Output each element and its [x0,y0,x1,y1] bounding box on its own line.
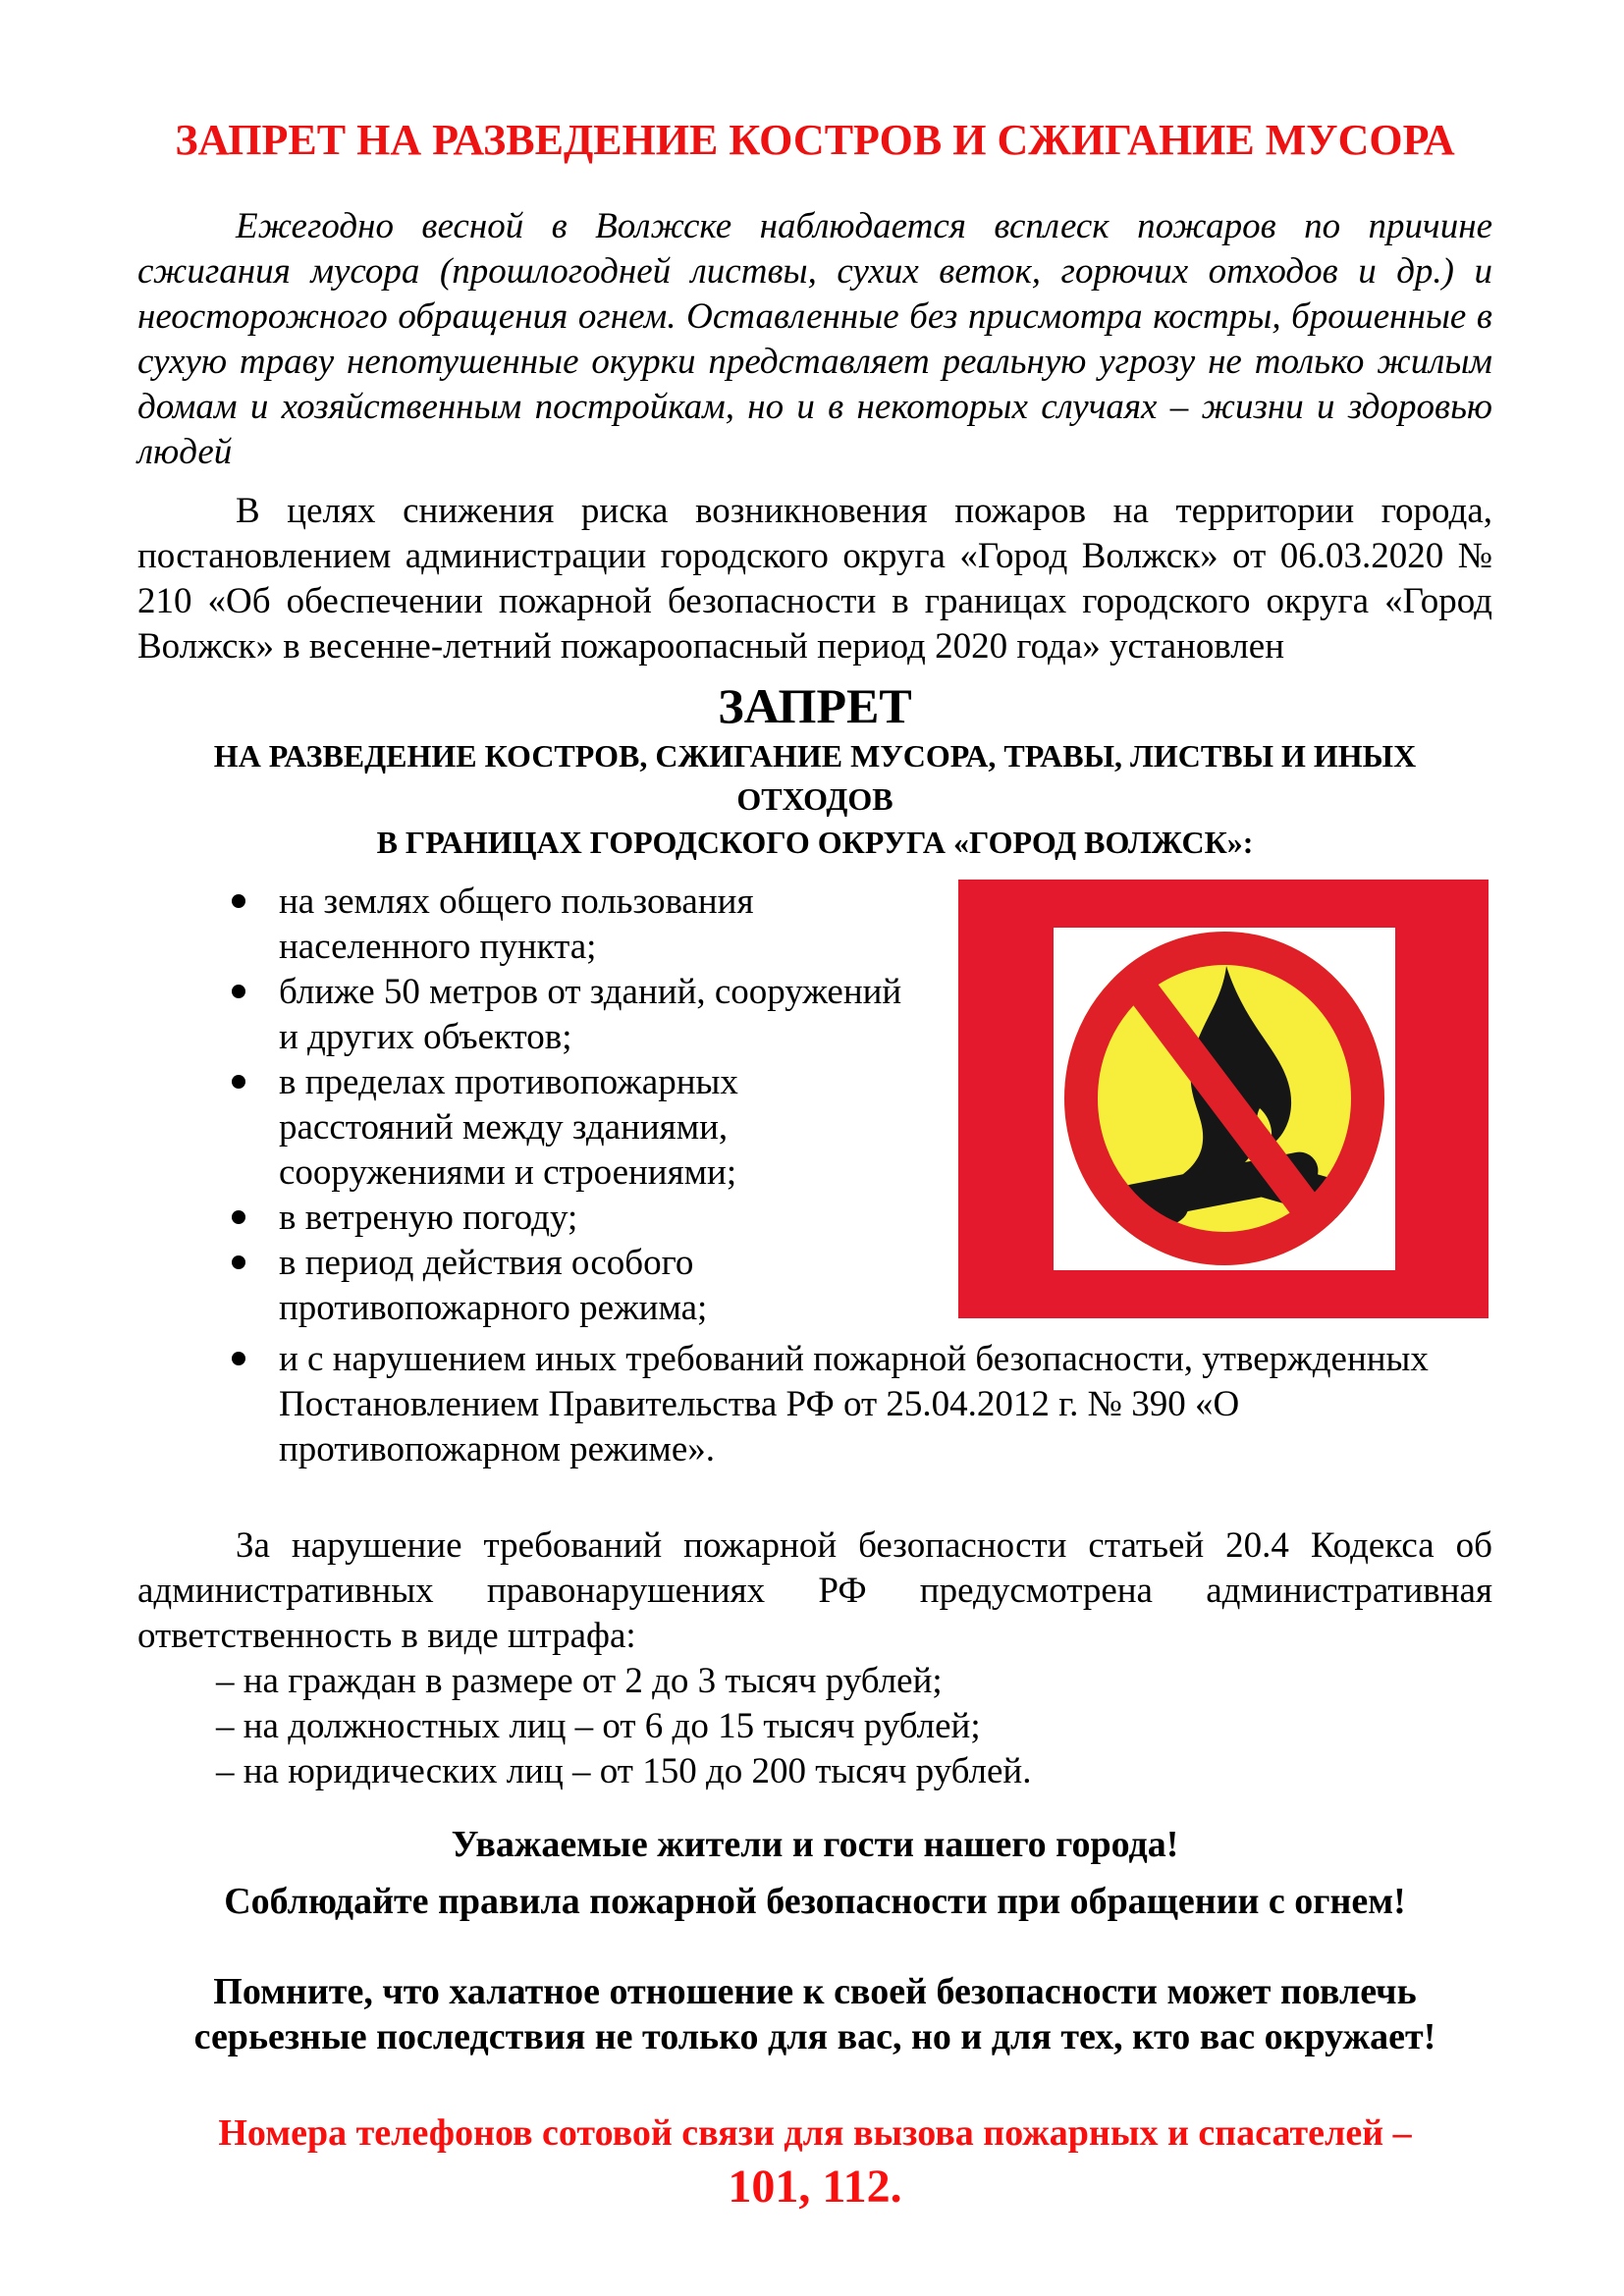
poster-content [137,0,1492,2215]
list-item-text: в ветреную погоду; [279,1198,578,1238]
ban-list-and-sign-row [137,880,1492,1331]
list-item-text: на землях общего пользования населенного пункта; [279,881,754,967]
list-item-text: и с нарушением иных требований пожарной безопасности, утвержденных Постановлением Правительства РФ от 25.04.2012 г. № 390 «О противопожарном режиме». [279,1339,1429,1469]
appeal-greeting: Уважаемые жители и гости нашего города! [451,1824,1179,1865]
ban-conditions-list [137,880,907,1331]
no-campfire-icon [958,880,1489,1318]
ban-subheading-line-1: НА РАЗВЕДЕНИЕ КОСТРОВ, СЖИГАНИЕ МУСОРА, ТРАВЫ, ЛИСТВЫ И ИНЫХ ОТХОДОВ [213,738,1417,817]
penalty-item-officials: – на должностных лиц – от 6 до 15 тысяч рублей; [216,1706,981,1746]
bullet-icon [232,894,245,908]
bullet-icon [232,985,245,998]
intro-paragraph-1: Ежегодно весной в Волжске наблюдается всплеск пожаров по причине сжигания мусора (прошлогодней листвы, сухих веток, горючих отходов и др.) и неосторожного обращения огнем. Оставленные без присмотра костры, брошенные в сухую траву непотушенные окурки представляет реальную угрозу не только жилым домам и хозяйственным постройкам, но и в некоторых случаях – жизни и здоровью людей [137,206,1492,472]
bullet-icon [232,1075,245,1089]
ban-subheading-line-2: В ГРАНИЦАХ ГОРОДСКОГО ОКРУГА «ГОРОД ВОЛЖСК»: [376,825,1254,860]
list-item [137,1060,907,1196]
penalty-item-citizens: – на граждан в размере от 2 до 3 тысяч рублей; [216,1661,943,1701]
bullet-icon [232,1210,245,1224]
penalties-paragraph: За нарушение требований пожарной безопасности статьей 20.4 Кодекса об административных правонарушениях РФ предусмотрена административная ответственность в виде штрафа: [137,1525,1492,1656]
list-item-text: в пределах противопожарных расстояний между зданиями, сооружениями и строениями; [279,1062,738,1193]
intro-paragraph-2: В целях снижения риска возникновения пожаров на территории города, постановлением администрации городского округа «Город Волжск» от 06.03.2020 № 210 «Об обеспечении пожарной безопасности в границах городского округа «Город Волжск» в весенне-летний пожароопасный период 2020 года» установлен [137,491,1492,667]
emergency-phone-numbers: 101, 112. [728,2161,902,2213]
list-item-wide [137,1337,1457,1472]
list-item [137,1196,907,1241]
list-item-text: в период действия особого противопожарного режима; [279,1243,708,1328]
list-item-text: ближе 50 метров от зданий, сооружений и других объектов; [279,972,902,1057]
emergency-phones-line: Номера телефонов сотовой связи для вызова пожарных и спасателей – [218,2112,1412,2154]
page-title: ЗАПРЕТ НА РАЗВЕДЕНИЕ КОСТРОВ И СЖИГАНИЕ МУСОРА [175,116,1455,164]
list-item [137,880,907,970]
list-item [137,970,907,1060]
appeal-reminder: Помните, что халатное отношение к своей безопасности может повлечь серьезные последствия не только для вас, но и для тех, кто вас окружает! [193,1971,1436,2057]
appeal-rules: Соблюдайте правила пожарной безопасности при обращении с огнем! [224,1881,1406,1922]
bullet-icon [232,1352,245,1365]
list-item [137,1241,907,1331]
bullet-icon [232,1255,245,1269]
penalty-item-legal-entities: – на юридических лиц – от 150 до 200 тысяч рублей. [216,1751,1032,1791]
no-campfire-sign [958,880,1489,1318]
ban-heading: ЗАПРЕТ [718,678,912,733]
